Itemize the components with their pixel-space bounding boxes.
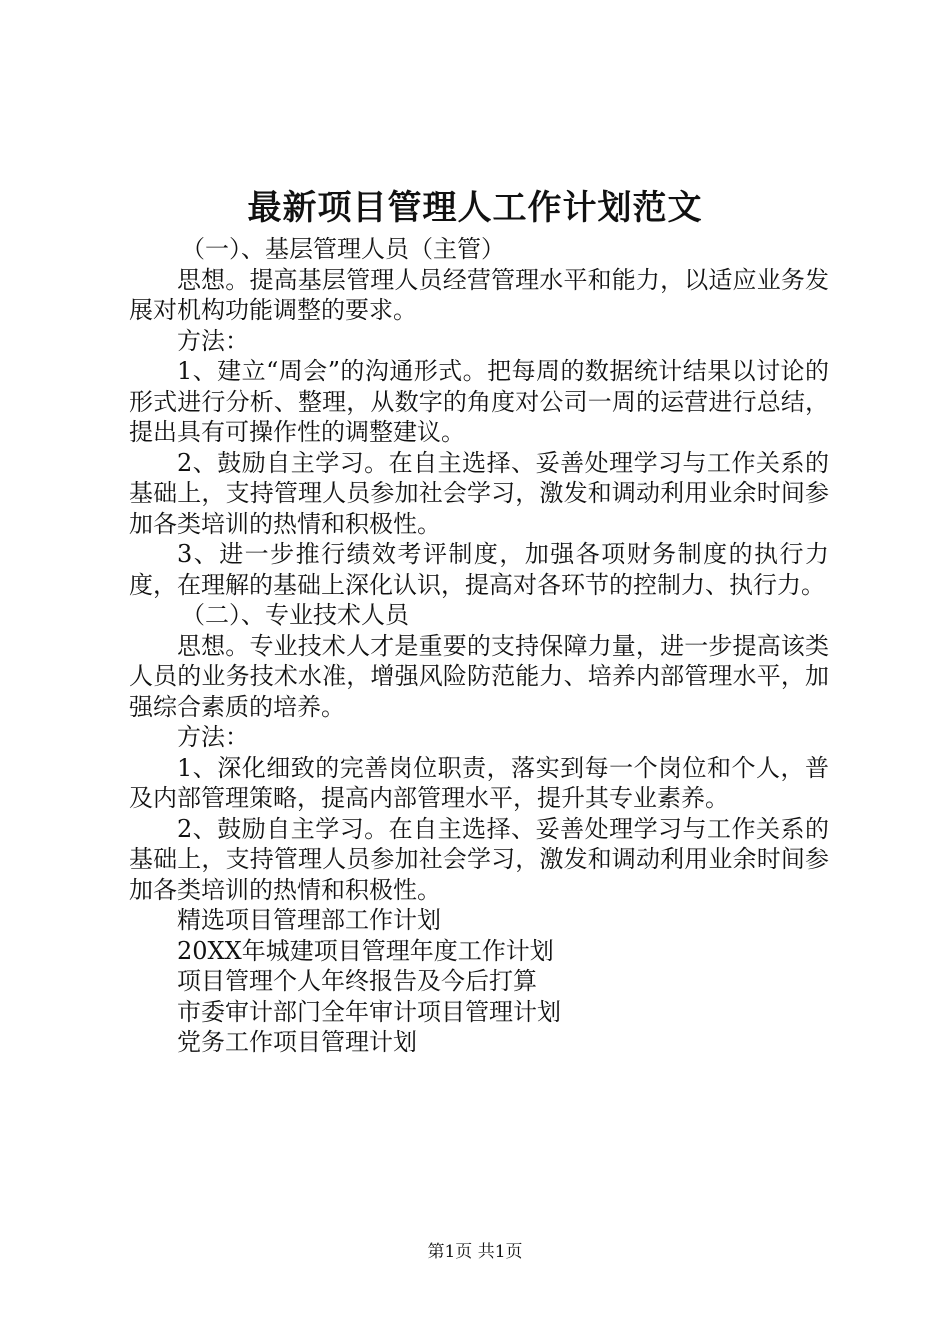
related-link[interactable]: 20XX年城建项目管理年度工作计划 bbox=[177, 936, 554, 965]
paragraph-method-1-3: 3、进一步推行绩效考评制度，加强各项财务制度的执行力度，在理解的基础上深化认识，提高对各环节的控制力、执行力。 bbox=[129, 540, 829, 599]
related-link[interactable]: 项目管理个人年终报告及今后打算 bbox=[177, 967, 537, 995]
paragraph-method-1-1: 1、建立“周会”的沟通形式。把每周的数据统计结果以讨论的形式进行分析、整理，从数字的角度对公司一周的运营进行总结，提出具有可操作性的调整建议。 bbox=[129, 357, 829, 446]
page-number-footer: 第1页 共1页 bbox=[427, 1242, 523, 1262]
related-links-list bbox=[129, 905, 829, 1058]
paragraph-method-label-2: 方法： bbox=[177, 723, 249, 751]
paragraph-method-label-1: 方法： bbox=[177, 326, 249, 355]
related-link[interactable]: 党务工作项目管理计划 bbox=[177, 1028, 417, 1056]
paragraph-method-2-2: 2、鼓励自主学习。在自主选择、妥善处理学习与工作关系的基础上，支持管理人员参加社会学习，激发和调动利用业余时间参加各类培训的热情和积极性。 bbox=[129, 814, 829, 904]
related-link[interactable]: 市委审计部门全年审计项目管理计划 bbox=[177, 997, 561, 1026]
document-title: 最新项目管理人工作计划范文 bbox=[247, 188, 703, 228]
paragraph-method-1-2: 2、鼓励自主学习。在自主选择、妥善处理学习与工作关系的基础上，支持管理人员参加社会学习，激发和调动利用业余时间参加各类培训的热情和积极性。 bbox=[129, 448, 829, 538]
document-body bbox=[129, 234, 829, 1058]
paragraph-thought-2: 思想。专业技术人才是重要的支持保障力量，进一步提高该类人员的业务技术水准，增强风险防范能力、培养内部管理水平，加强综合素质的培养。 bbox=[129, 631, 829, 721]
section-heading-1: （一）、基层管理人员（主管） bbox=[181, 235, 505, 263]
paragraph-thought-1: 思想。提高基层管理人员经营管理水平和能力，以适应业务发展对机构功能调整的要求。 bbox=[129, 265, 829, 324]
paragraph-method-2-1: 1、深化细致的完善岗位职责，落实到每一个岗位和个人，普及内部管理策略，提高内部管理水平，提升其专业素养。 bbox=[129, 753, 829, 812]
section-heading-2: （二）、专业技术人员 bbox=[181, 601, 409, 629]
related-link[interactable]: 精选项目管理部工作计划 bbox=[177, 906, 441, 934]
